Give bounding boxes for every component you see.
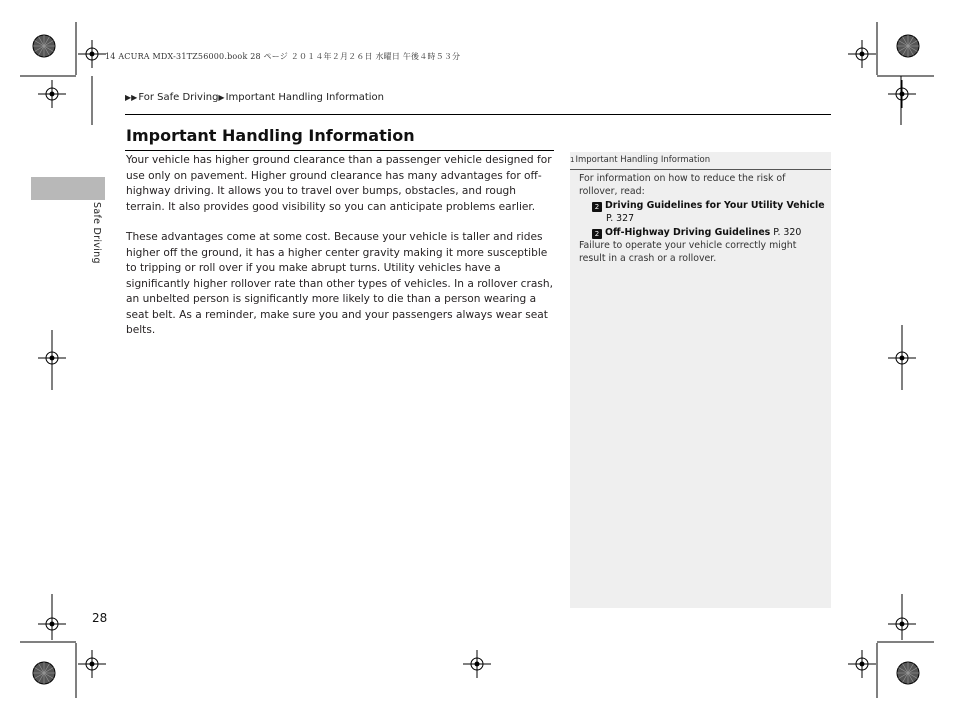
page-title: Important Handling Information [126, 126, 415, 145]
chapter-tab-label: Safe Driving [91, 202, 102, 264]
registration-mark-icon [46, 618, 58, 630]
color-rosette-icon [33, 662, 55, 684]
reference-arrow-icon: 2 [592, 202, 602, 212]
note-number-icon: 1 [570, 156, 575, 164]
reference-page-number: P. 327 [606, 213, 635, 224]
header-divider [125, 114, 831, 115]
body-paragraph: Your vehicle has higher ground clearance than a passenger vehicle designed for use only on pavement. Higher ground clearance has many advantages for off-highway driving. It allows you to travel over bumps, obstacles, and rough terrain. It also provides good visibility so you can anticipate problems earlier. [126, 154, 552, 213]
page-number: 28 [92, 611, 108, 625]
breadcrumb-arrows: ▶▶ [125, 93, 138, 102]
breadcrumb [125, 92, 384, 103]
body-paragraph: These advantages come at some cost. Because your vehicle is taller and rides higher off the ground, it has a higher center gravity making it more susceptible to tripping or roll over if you make abrupt turns. Utility vehicles have a significantly higher rollover rate than other types of vehicles. In a rollover crash, an unbelted person is significantly more likely to die than a person wearing a seat belt. As a reminder, make sure you and your passengers always wear seat belts. [126, 231, 553, 336]
color-rosette-icon [33, 35, 55, 57]
registration-mark-icon [856, 658, 868, 670]
registration-mark-icon [471, 658, 483, 670]
registration-mark-icon [46, 88, 58, 100]
breadcrumb-separator: ▶ [218, 93, 225, 102]
reference-link-off-highway[interactable] [592, 226, 828, 239]
registration-mark-icon [896, 352, 908, 364]
color-rosette-icon [897, 662, 919, 684]
registration-mark-icon [86, 658, 98, 670]
sidebar-header-label: Important Handling Information [575, 155, 711, 165]
registration-mark-icon [856, 48, 868, 60]
breadcrumb-section-link[interactable]: For Safe Driving [138, 92, 219, 103]
breadcrumb-current-page: Important Handling Information [225, 92, 384, 103]
sidebar-intro-text: For information on how to reduce the risk of rollover, read: [579, 173, 786, 197]
registration-mark-icon [896, 88, 908, 100]
reference-page-number: P. 320 [773, 227, 802, 238]
title-divider [125, 150, 554, 151]
registration-mark-icon [86, 48, 98, 60]
registration-mark-icon [46, 352, 58, 364]
sidebar-header [570, 155, 710, 165]
reference-arrow-icon: 2 [592, 229, 602, 239]
registration-mark-icon [896, 618, 908, 630]
reference-link-label[interactable]: Off-Highway Driving Guidelines [605, 227, 771, 238]
chapter-tab[interactable] [31, 177, 105, 200]
sidebar-outro-text: Failure to operate your vehicle correctly might result in a crash or a rollover. [579, 240, 797, 264]
color-rosette-icon [897, 35, 919, 57]
print-header: 14 ACURA MDX-31TZ56000.book 28 ページ ２０１４年２月２６日 水曜日 午後４時５３分 [105, 52, 461, 61]
sidebar-divider [570, 169, 831, 170]
reference-link-label[interactable]: Driving Guidelines for Your Utility Vehicle [605, 200, 825, 211]
reference-link-driving-guidelines[interactable] [592, 199, 828, 225]
